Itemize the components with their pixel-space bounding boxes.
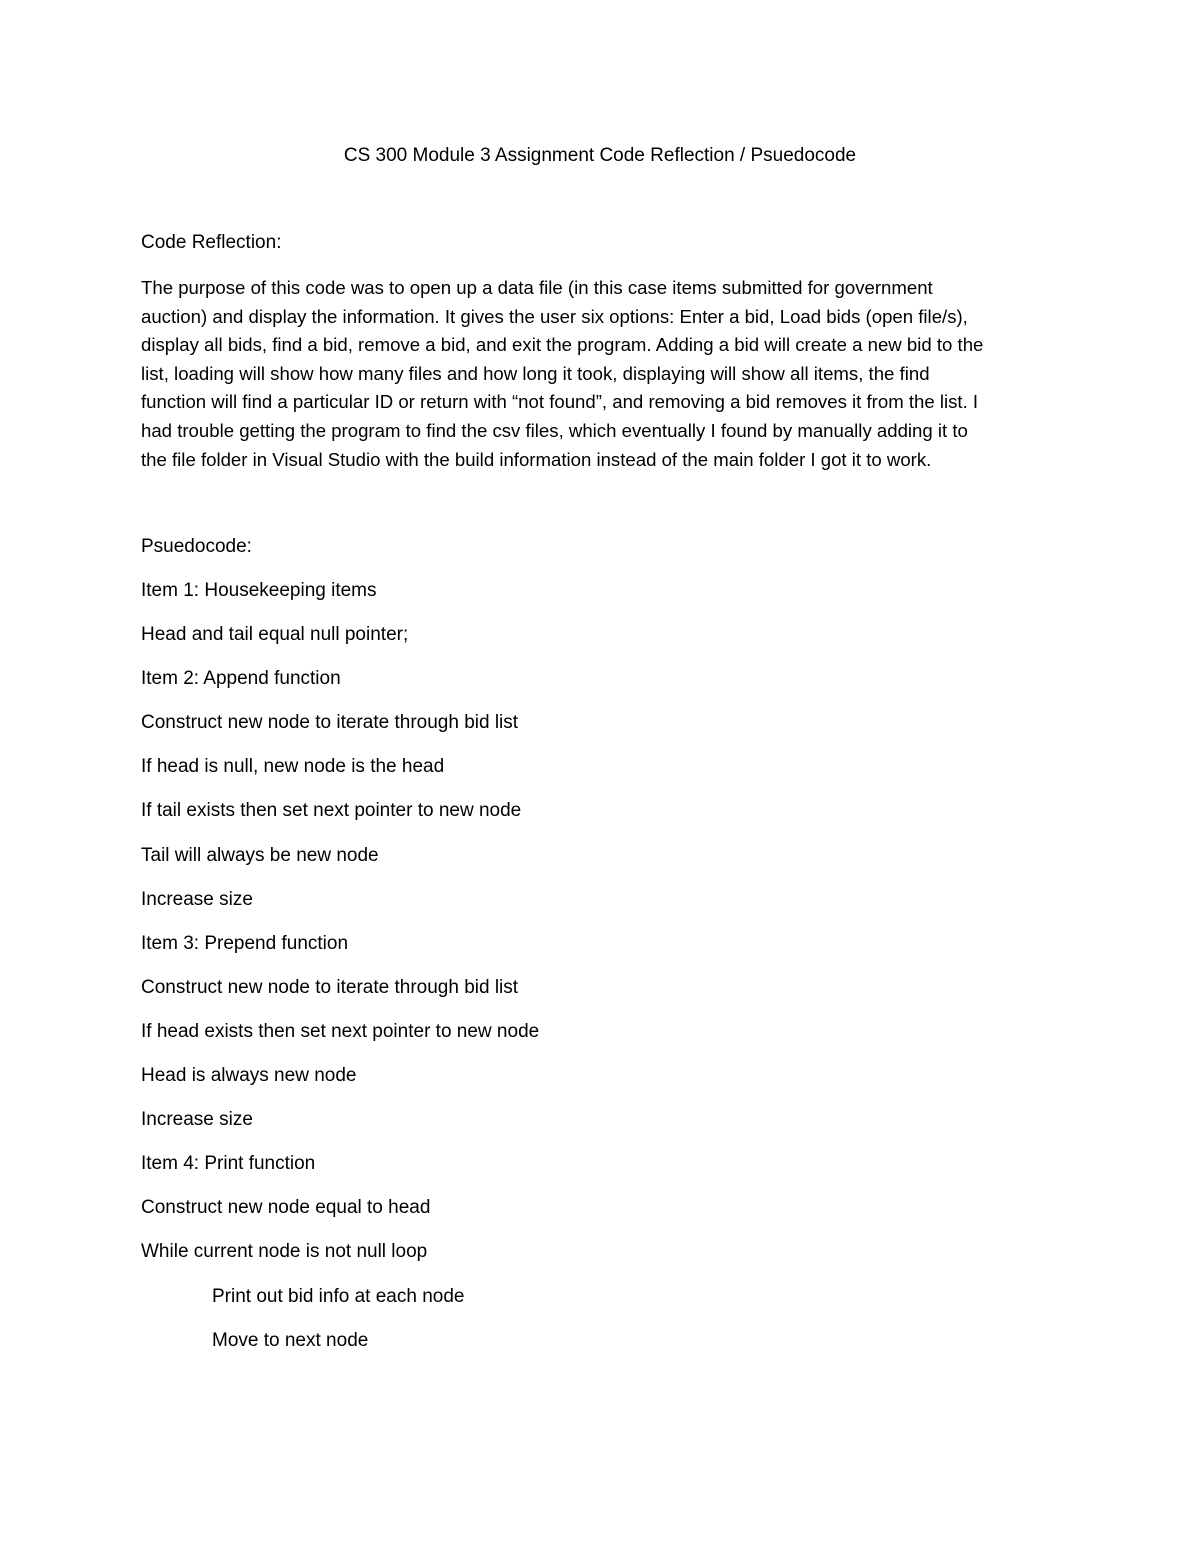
pseudocode-line: Construct new node to iterate through bid list bbox=[141, 712, 519, 734]
code-reflection-heading: Code Reflection: bbox=[141, 232, 282, 253]
pseudocode-line-indented: Move to next node bbox=[212, 1329, 369, 1351]
pseudocode-line: Item 3: Prepend function bbox=[141, 932, 349, 954]
paragraph-line: auction) and display the information. It gives the user six options: Enter a bid, Load bids (open file/s), bbox=[141, 305, 968, 327]
pseudocode-line: Item 4: Print function bbox=[141, 1153, 316, 1175]
pseudocode-line: While current node is not null loop bbox=[141, 1241, 428, 1263]
pseudocode-line: Item 2: Append function bbox=[141, 668, 341, 690]
pseudocode-line: Head and tail equal null pointer; bbox=[141, 624, 409, 646]
pseudocode-line: Construct new node equal to head bbox=[141, 1197, 431, 1219]
pseudocode-line: If tail exists then set next pointer to new node bbox=[141, 800, 522, 822]
pseudocode-list bbox=[141, 577, 1041, 1371]
pseudocode-line: Head is always new node bbox=[141, 1065, 357, 1087]
paragraph-line: function will find a particular ID or return with “not found”, and removing a bid removes it from the list. I bbox=[141, 391, 979, 413]
paragraph-line: display all bids, find a bid, remove a bid, and exit the program. Adding a bid will create a new bid to the bbox=[141, 334, 984, 356]
pseudocode-line: Increase size bbox=[141, 1109, 253, 1131]
pseudocode-line: If head exists then set next pointer to new node bbox=[141, 1020, 540, 1042]
pseudocode-line: Item 1: Housekeeping items bbox=[141, 580, 377, 601]
pseudocode-line: Increase size bbox=[141, 888, 253, 910]
paragraph-line: The purpose of this code was to open up a data file (in this case items submitted for government bbox=[141, 277, 933, 298]
pseudocode-line-indented: Print out bid info at each node bbox=[212, 1285, 465, 1307]
document-title: CS 300 Module 3 Assignment Code Reflection / Psuedocode bbox=[343, 145, 857, 166]
paragraph-line: list, loading will show how many files and how long it took, displaying will show all items, the find bbox=[141, 362, 930, 384]
paragraph-line: the file folder in Visual Studio with the build information instead of the main folder I got it to work. bbox=[141, 448, 932, 470]
paragraph-line: had trouble getting the program to find the csv files, which eventually I found by manually adding it to bbox=[141, 419, 968, 441]
pseudocode-line: If head is null, new node is the head bbox=[141, 756, 445, 778]
pseudocode-line: Tail will always be new node bbox=[141, 844, 379, 866]
pseudocode-heading: Psuedocode: bbox=[141, 536, 252, 557]
pseudocode-line: Construct new node to iterate through bid list bbox=[141, 976, 519, 998]
code-reflection-paragraph bbox=[141, 274, 1071, 474]
